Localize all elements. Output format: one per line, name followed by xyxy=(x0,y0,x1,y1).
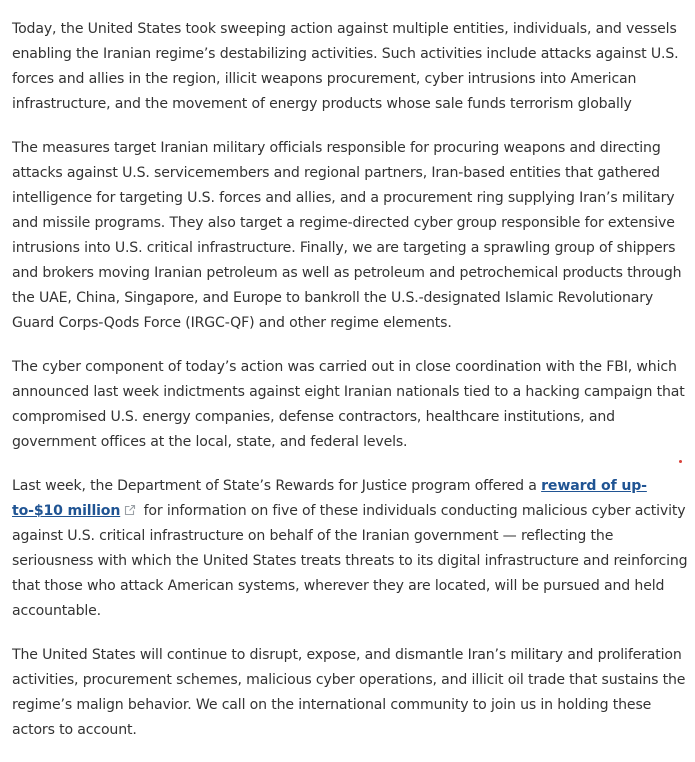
paragraph-closing: The United States will continue to disrupt, expose, and dismantle Iran’s military and proliferation activities, procurement schemes, malicious cyber operations, and illicit oil trade that sustains the regime’s malign behavior. We call on the international community to join us in holding these actors to account. xyxy=(12,647,686,738)
paragraph-measures-target: The measures target Iranian military officials responsible for procuring weapons and directing attacks against U.S. servicemembers and regional partners, Iran-based entities that gathered intelligence for targeting U.S. forces and allies, and a procurement ring supplying Iran’s military and missile programs. They also target a regime-directed cyber group responsible for extensive intrusions into U.S. critical infrastructure. Finally, we are targeting a sprawling group of shippers and brokers moving Iranian petroleum as well as petroleum and petrochemical products through the UAE, China, Singapore, and Europe to bankroll the U.S.-designated Islamic Revolutionary Guard Corps-Qods Force (IRGC-QF) and other regime elements. xyxy=(12,140,682,331)
rewards-text-after-link: for information on five of these individuals conducting malicious cyber activity against U.S. critical infrastructure on behalf of the Iranian government — reflecting the seriousness with which the United States treats threats to its digital infrastructure and reinforcing that those who attack American systems, wherever they are located, will be pursued and held accountable. xyxy=(12,503,688,619)
paragraph-rewards-for-justice xyxy=(12,474,688,624)
paragraph-cyber-component: The cyber component of today’s action was carried out in close coordination with the FBI, which announced last week indictments against eight Iranian nationals tied to a hacking campaign that compromised U.S. energy companies, defense contractors, healthcare institutions, and government offices at the local, state, and federal levels. xyxy=(12,359,685,450)
stray-red-dot xyxy=(679,460,682,463)
external-link-icon[interactable] xyxy=(124,504,136,516)
reward-link[interactable]: reward of up-to-$10 million xyxy=(12,478,647,519)
paragraph-sweeping-action: Today, the United States took sweeping action against multiple entities, individuals, and vessels enabling the Iranian regime’s destabilizing activities. Such activities include attacks against U.S. forces and allies in the region, illicit weapons procurement, cyber intrusions into American infrastructure, and the movement of energy products whose sale funds terrorism globally xyxy=(12,21,679,112)
rewards-text-before-link: Last week, the Department of State’s Rewards for Justice program offered a xyxy=(12,478,542,494)
article-body xyxy=(12,17,688,762)
